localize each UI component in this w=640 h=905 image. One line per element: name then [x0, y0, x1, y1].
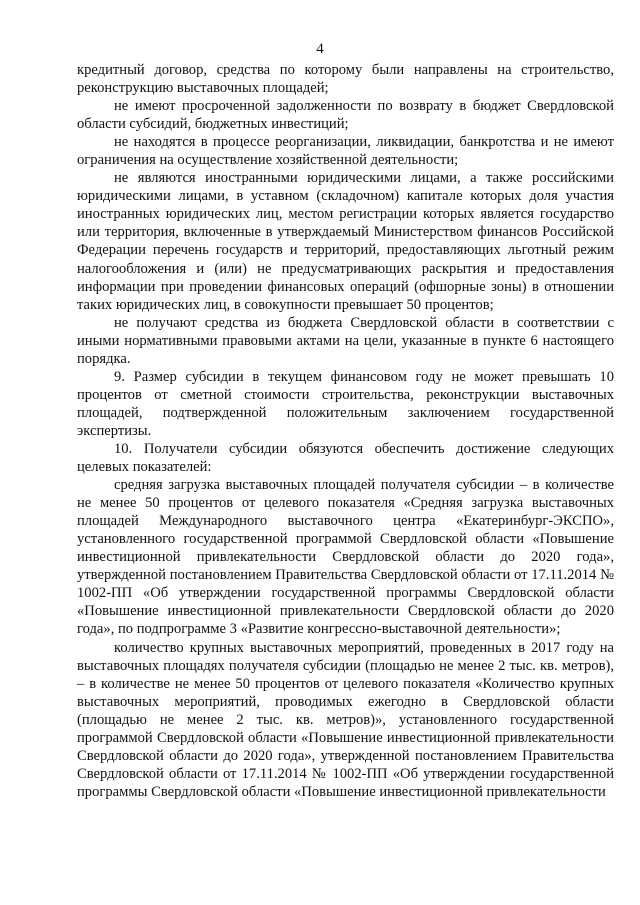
paragraph-no-overdue-debt: не имеют просроченной задолженности по возврату в бюджет Свердловской области субсидий, бюджетных инвестиций;: [77, 98, 614, 133]
page-number: 4: [316, 41, 324, 57]
paragraph-no-reorganization: не находятся в процессе реорганизации, ликвидации, банкротства и не имеют ограничения на осуществление хозяйственной деятельности;: [77, 134, 614, 169]
paragraph-large-events-indicator: количество крупных выставочных мероприятий, проведенных в 2017 году на выставочных площадях получателя субсидии (площадью не менее 2 тыс. кв. метров), – в количестве не менее 50 процентов от целевого показателя «Количество крупных выставочных мероприятий, проводимых ежегодно в Свердловской области (площадью не менее 2 тыс. кв. метров)», установленного государственной программой Свердловской области «Повышение инвестиционной привлекательности Свердловской области до 2020 года», утвержденной постановлением Правительства Свердловской области от 17.11.2014 № 1002-ПП «Об утверждении государственной программы Свердловской области «Повышение инвестиционной привлекательности: [77, 639, 614, 800]
paragraph-item-9-subsidy-size: 9. Размер субсидии в текущем финансовом году не может превышать 10 процентов от сметной стоимости строительства, реконструкции выставочных площадей, подтвержденной положительным заключением государственной экспертизы.: [77, 368, 614, 439]
paragraph-credit-agreement: кредитный договор, средства по которому были направлены на строительство, реконструкцию выставочных площадей;: [77, 62, 614, 97]
paragraph-item-10-targets: 10. Получатели субсидии обязуются обеспечить достижение следующих целевых показателей:: [77, 440, 614, 476]
paragraph-average-load-indicator: средняя загрузка выставочных площадей получателя субсидии – в количестве не менее 50 процентов от целевого показателя «Средняя загрузка выставочных площадей Международного выставочного центра «Екатеринбург-ЭКСПО», установленного государственной программой Свердловской области «Повышение инвестиционной привлекательности Свердловской области до 2020 года», утвержденной постановлением Правительства Свердловской области от 17.11.2014 № 1002-ПП «Об утверждении государственной программы Свердловской области «Повышение инвестиционной привлекательности Свердловской области до 2020 года», по подпрограмме 3 «Развитие конгрессно-выставочной деятельности»;: [77, 477, 614, 638]
document-body: [77, 61, 614, 801]
paragraph-not-foreign-entities: не являются иностранными юридическими лицами, а также российскими юридическими лицами, в уставном (складочном) капитале которых доля участия иностранных юридических лиц, местом регистрации которых является государство или территория, включенные в утверждаемый Министерством финансов Российской Федерации перечень государств и территорий, предоставляющих льготный режим налогообложения и (или) не предусматривающих раскрытия и предоставления информации при проведении финансовых операций (офшорные зоны) в отношении таких юридических лиц, в совокупности превышает 50 процентов;: [77, 170, 614, 313]
paragraph-no-other-budget-funds: не получают средства из бюджета Свердловской области в соответствии с иными нормативными правовыми актами на цели, указанные в пункте 6 настоящего порядка.: [77, 314, 614, 367]
